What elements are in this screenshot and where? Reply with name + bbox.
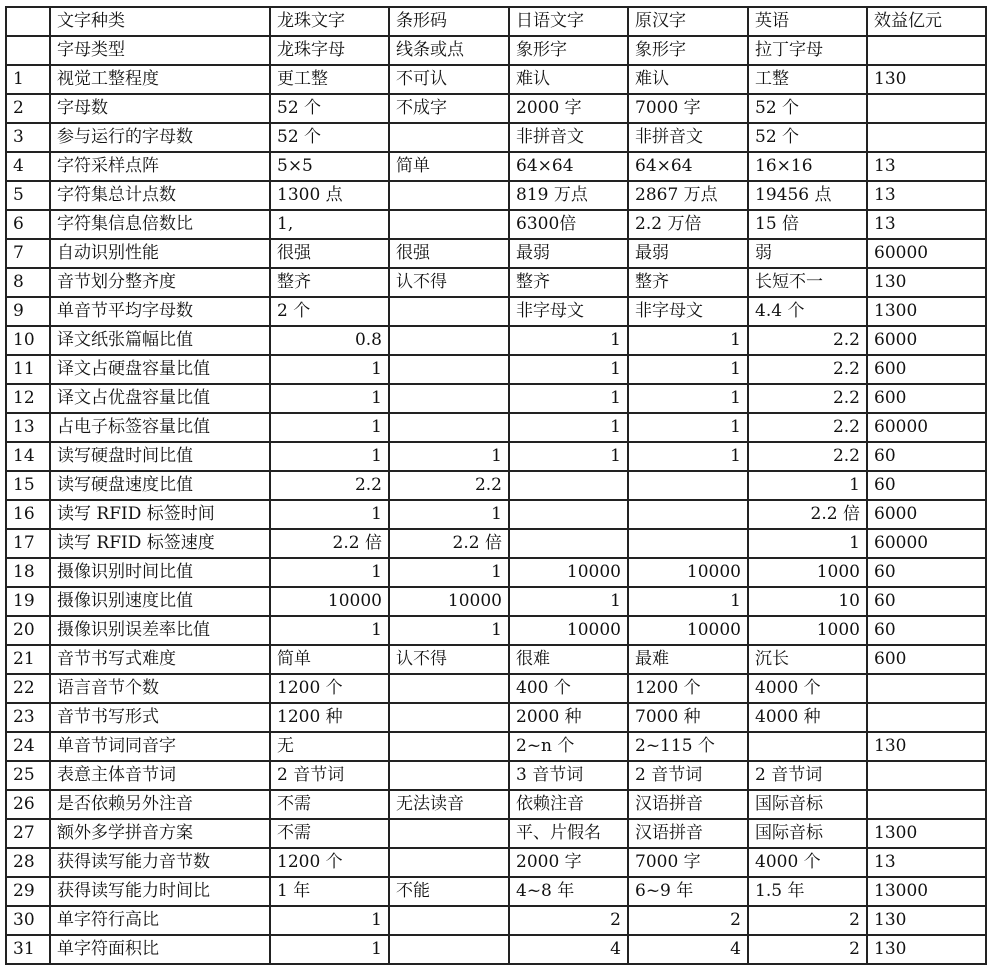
- cell-chinese: 2 音节词: [628, 761, 748, 790]
- cell-chinese: 1200 个: [628, 674, 748, 703]
- cell-japanese: 最弱: [509, 239, 628, 268]
- cell-benefit: 130: [867, 65, 986, 94]
- cell-benefit: 600: [867, 355, 986, 384]
- cell-benefit: 1300: [867, 297, 986, 326]
- cell-chinese: 10000: [628, 558, 748, 587]
- cell-metric: 读写 RFID 标签速度: [50, 529, 270, 558]
- cell-barcode: [389, 906, 509, 935]
- cell-metric: 读写硬盘速度比值: [50, 471, 270, 500]
- cell-metric: 字母数: [50, 94, 270, 123]
- cell-japanese: 4: [509, 935, 628, 964]
- cell-chinese: 2.2 万倍: [628, 210, 748, 239]
- cell-benefit: 13: [867, 848, 986, 877]
- cell-chinese: 2867 万点: [628, 181, 748, 210]
- cell-chinese: 汉语拼音: [628, 819, 748, 848]
- header-cell-benefit: [867, 36, 986, 65]
- cell-japanese: 819 万点: [509, 181, 628, 210]
- cell-english: 1000: [748, 616, 867, 645]
- cell-longzhu: 10000: [270, 587, 389, 616]
- cell-index: 10: [6, 326, 50, 355]
- cell-chinese: [628, 500, 748, 529]
- cell-japanese: 64×64: [509, 152, 628, 181]
- cell-metric: 摄像识别速度比值: [50, 587, 270, 616]
- cell-benefit: [867, 761, 986, 790]
- cell-longzhu: 52 个: [270, 94, 389, 123]
- cell-benefit: 60: [867, 587, 986, 616]
- cell-index: 15: [6, 471, 50, 500]
- cell-english: 1.5 年: [748, 877, 867, 906]
- cell-barcode: [389, 355, 509, 384]
- cell-japanese: 400 个: [509, 674, 628, 703]
- cell-metric: 是否依赖另外注音: [50, 790, 270, 819]
- cell-index: 26: [6, 790, 50, 819]
- cell-japanese: 1: [509, 587, 628, 616]
- cell-english: 2.2: [748, 355, 867, 384]
- cell-barcode: 1: [389, 616, 509, 645]
- cell-japanese: [509, 500, 628, 529]
- cell-english: 52 个: [748, 94, 867, 123]
- cell-barcode: 简单: [389, 152, 509, 181]
- cell-japanese: 整齐: [509, 268, 628, 297]
- cell-english: 1: [748, 529, 867, 558]
- table-row: [6, 819, 986, 848]
- cell-japanese: 1: [509, 326, 628, 355]
- cell-metric: 摄像识别误差率比值: [50, 616, 270, 645]
- header-cell-japanese: 日语文字: [509, 7, 628, 36]
- cell-longzhu: 1300 点: [270, 181, 389, 210]
- cell-english: 2.2: [748, 326, 867, 355]
- cell-index: 5: [6, 181, 50, 210]
- cell-english: 15 倍: [748, 210, 867, 239]
- cell-longzhu: 1: [270, 413, 389, 442]
- cell-index: 12: [6, 384, 50, 413]
- cell-japanese: [509, 529, 628, 558]
- cell-barcode: 认不得: [389, 645, 509, 674]
- cell-benefit: 130: [867, 732, 986, 761]
- cell-index: 18: [6, 558, 50, 587]
- header-cell-chinese: 象形字: [628, 36, 748, 65]
- cell-chinese: 64×64: [628, 152, 748, 181]
- cell-longzhu: 1: [270, 355, 389, 384]
- cell-benefit: 60: [867, 616, 986, 645]
- table-row: [6, 906, 986, 935]
- cell-chinese: 6~9 年: [628, 877, 748, 906]
- table-row: [6, 268, 986, 297]
- cell-japanese: 非字母文: [509, 297, 628, 326]
- table-row: [6, 529, 986, 558]
- header-cell-barcode: 线条或点: [389, 36, 509, 65]
- cell-chinese: 1: [628, 326, 748, 355]
- cell-metric: 单字符面积比: [50, 935, 270, 964]
- cell-english: 4000 个: [748, 674, 867, 703]
- table-row: [6, 210, 986, 239]
- cell-index: 3: [6, 123, 50, 152]
- cell-longzhu: 1: [270, 906, 389, 935]
- cell-barcode: [389, 732, 509, 761]
- cell-index: 2: [6, 94, 50, 123]
- cell-japanese: 2000 字: [509, 848, 628, 877]
- cell-index: 28: [6, 848, 50, 877]
- table-row: [6, 123, 986, 152]
- cell-benefit: 13: [867, 181, 986, 210]
- cell-japanese: 2: [509, 906, 628, 935]
- cell-longzhu: 1: [270, 442, 389, 471]
- cell-metric: 语言音节个数: [50, 674, 270, 703]
- header-cell-barcode: 条形码: [389, 7, 509, 36]
- cell-chinese: 1: [628, 413, 748, 442]
- cell-longzhu: 简单: [270, 645, 389, 674]
- cell-japanese: 10000: [509, 558, 628, 587]
- cell-metric: 额外多学拼音方案: [50, 819, 270, 848]
- cell-longzhu: 1: [270, 616, 389, 645]
- cell-english: 2.2: [748, 442, 867, 471]
- cell-longzhu: 不需: [270, 790, 389, 819]
- header-row: [6, 7, 986, 36]
- cell-metric: 音节书写形式: [50, 703, 270, 732]
- cell-chinese: 4: [628, 935, 748, 964]
- cell-metric: 摄像识别时间比值: [50, 558, 270, 587]
- table-row: [6, 65, 986, 94]
- cell-chinese: [628, 529, 748, 558]
- cell-metric: 表意主体音节词: [50, 761, 270, 790]
- cell-longzhu: 不需: [270, 819, 389, 848]
- cell-english: 2.2 倍: [748, 500, 867, 529]
- cell-barcode: 很强: [389, 239, 509, 268]
- cell-metric: 视觉工整程度: [50, 65, 270, 94]
- table-row: [6, 790, 986, 819]
- cell-longzhu: 2 个: [270, 297, 389, 326]
- cell-japanese: 依赖注音: [509, 790, 628, 819]
- table-row: [6, 181, 986, 210]
- cell-chinese: [628, 471, 748, 500]
- header-cell-longzhu: 龙珠字母: [270, 36, 389, 65]
- cell-english: [748, 732, 867, 761]
- cell-benefit: 6000: [867, 500, 986, 529]
- cell-chinese: 1: [628, 442, 748, 471]
- cell-index: 4: [6, 152, 50, 181]
- header-cell-benefit: 效益亿元: [867, 7, 986, 36]
- cell-chinese: 7000 种: [628, 703, 748, 732]
- cell-benefit: 600: [867, 645, 986, 674]
- comparison-table: [5, 6, 987, 965]
- cell-benefit: 130: [867, 906, 986, 935]
- cell-barcode: 不成字: [389, 94, 509, 123]
- cell-barcode: [389, 819, 509, 848]
- cell-longzhu: 1: [270, 935, 389, 964]
- cell-index: 20: [6, 616, 50, 645]
- table-body: [6, 7, 986, 964]
- cell-benefit: 130: [867, 935, 986, 964]
- cell-english: 1000: [748, 558, 867, 587]
- cell-longzhu: 更工整: [270, 65, 389, 94]
- cell-benefit: [867, 123, 986, 152]
- cell-index: 23: [6, 703, 50, 732]
- cell-barcode: [389, 703, 509, 732]
- cell-metric: 单音节平均字母数: [50, 297, 270, 326]
- table-row: [6, 558, 986, 587]
- cell-chinese: 2~115 个: [628, 732, 748, 761]
- table-row: [6, 703, 986, 732]
- header-row: [6, 36, 986, 65]
- table-row: [6, 877, 986, 906]
- cell-english: 国际音标: [748, 790, 867, 819]
- header-cell-english: 拉丁字母: [748, 36, 867, 65]
- cell-benefit: 60000: [867, 413, 986, 442]
- cell-benefit: [867, 790, 986, 819]
- cell-metric: 占电子标签容量比值: [50, 413, 270, 442]
- cell-metric: 字符集总计点数: [50, 181, 270, 210]
- cell-index: 8: [6, 268, 50, 297]
- cell-barcode: [389, 297, 509, 326]
- cell-benefit: 13000: [867, 877, 986, 906]
- table-row: [6, 326, 986, 355]
- cell-index: 25: [6, 761, 50, 790]
- cell-chinese: 难认: [628, 65, 748, 94]
- cell-english: 4000 种: [748, 703, 867, 732]
- cell-barcode: 1: [389, 442, 509, 471]
- cell-english: 工整: [748, 65, 867, 94]
- cell-index: 21: [6, 645, 50, 674]
- cell-benefit: 13: [867, 210, 986, 239]
- cell-benefit: 60000: [867, 239, 986, 268]
- cell-english: 国际音标: [748, 819, 867, 848]
- cell-index: 11: [6, 355, 50, 384]
- header-cell-index: [6, 7, 50, 36]
- cell-benefit: 13: [867, 152, 986, 181]
- cell-metric: 单音节词同音字: [50, 732, 270, 761]
- cell-metric: 获得读写能力时间比: [50, 877, 270, 906]
- cell-barcode: 1: [389, 500, 509, 529]
- cell-english: 弱: [748, 239, 867, 268]
- cell-english: 1: [748, 471, 867, 500]
- cell-chinese: 最弱: [628, 239, 748, 268]
- cell-index: 22: [6, 674, 50, 703]
- cell-index: 6: [6, 210, 50, 239]
- cell-metric: 单字符行高比: [50, 906, 270, 935]
- cell-longzhu: 1: [270, 558, 389, 587]
- table-row: [6, 384, 986, 413]
- cell-barcode: [389, 181, 509, 210]
- cell-index: 17: [6, 529, 50, 558]
- cell-japanese: 1: [509, 442, 628, 471]
- cell-longzhu: 2.2 倍: [270, 529, 389, 558]
- cell-chinese: 1: [628, 587, 748, 616]
- header-cell-metric: 文字种类: [50, 7, 270, 36]
- cell-barcode: 无法读音: [389, 790, 509, 819]
- cell-english: 2.2: [748, 413, 867, 442]
- cell-english: 2 音节词: [748, 761, 867, 790]
- cell-barcode: [389, 123, 509, 152]
- cell-chinese: 非字母文: [628, 297, 748, 326]
- cell-japanese: 很难: [509, 645, 628, 674]
- cell-barcode: [389, 674, 509, 703]
- cell-index: 19: [6, 587, 50, 616]
- cell-metric: 获得读写能力音节数: [50, 848, 270, 877]
- cell-chinese: 整齐: [628, 268, 748, 297]
- cell-japanese: 10000: [509, 616, 628, 645]
- cell-metric: 音节书写式难度: [50, 645, 270, 674]
- cell-japanese: 1: [509, 355, 628, 384]
- cell-longzhu: 52 个: [270, 123, 389, 152]
- cell-japanese: [509, 471, 628, 500]
- cell-barcode: 不能: [389, 877, 509, 906]
- cell-metric: 读写硬盘时间比值: [50, 442, 270, 471]
- cell-index: 16: [6, 500, 50, 529]
- table-row: [6, 761, 986, 790]
- cell-longzhu: 1200 个: [270, 848, 389, 877]
- cell-benefit: 60: [867, 442, 986, 471]
- cell-chinese: 7000 字: [628, 848, 748, 877]
- cell-metric: 自动识别性能: [50, 239, 270, 268]
- cell-metric: 字符采样点阵: [50, 152, 270, 181]
- cell-index: 30: [6, 906, 50, 935]
- cell-barcode: 10000: [389, 587, 509, 616]
- header-cell-japanese: 象形字: [509, 36, 628, 65]
- cell-english: 19456 点: [748, 181, 867, 210]
- table-row: [6, 645, 986, 674]
- cell-metric: 读写 RFID 标签时间: [50, 500, 270, 529]
- table-row: [6, 442, 986, 471]
- cell-english: 长短不一: [748, 268, 867, 297]
- cell-benefit: 60: [867, 558, 986, 587]
- cell-index: 27: [6, 819, 50, 848]
- cell-longzhu: 1200 个: [270, 674, 389, 703]
- table-row: [6, 297, 986, 326]
- cell-longzhu: 1: [270, 500, 389, 529]
- cell-longzhu: 2 音节词: [270, 761, 389, 790]
- table-row: [6, 152, 986, 181]
- cell-chinese: 非拼音文: [628, 123, 748, 152]
- cell-metric: 译文占硬盘容量比值: [50, 355, 270, 384]
- cell-barcode: [389, 210, 509, 239]
- cell-benefit: 600: [867, 384, 986, 413]
- cell-english: 16×16: [748, 152, 867, 181]
- cell-benefit: 60: [867, 471, 986, 500]
- cell-english: 2: [748, 935, 867, 964]
- cell-english: 4.4 个: [748, 297, 867, 326]
- header-cell-index: [6, 36, 50, 65]
- cell-longzhu: 1200 种: [270, 703, 389, 732]
- cell-metric: 译文纸张篇幅比值: [50, 326, 270, 355]
- cell-barcode: [389, 384, 509, 413]
- cell-japanese: 1: [509, 384, 628, 413]
- cell-chinese: 汉语拼音: [628, 790, 748, 819]
- cell-benefit: 130: [867, 268, 986, 297]
- cell-longzhu: 2.2: [270, 471, 389, 500]
- cell-index: 31: [6, 935, 50, 964]
- cell-chinese: 7000 字: [628, 94, 748, 123]
- table-row: [6, 500, 986, 529]
- cell-metric: 参与运行的字母数: [50, 123, 270, 152]
- cell-longzhu: 1: [270, 384, 389, 413]
- cell-benefit: [867, 703, 986, 732]
- header-cell-metric: 字母类型: [50, 36, 270, 65]
- cell-barcode: 不可认: [389, 65, 509, 94]
- cell-barcode: [389, 761, 509, 790]
- cell-barcode: 2.2: [389, 471, 509, 500]
- table-row: [6, 935, 986, 964]
- cell-index: 9: [6, 297, 50, 326]
- table-row: [6, 674, 986, 703]
- cell-chinese: 2: [628, 906, 748, 935]
- cell-longzhu: 0.8: [270, 326, 389, 355]
- header-cell-english: 英语: [748, 7, 867, 36]
- cell-barcode: [389, 413, 509, 442]
- cell-english: 沉长: [748, 645, 867, 674]
- cell-barcode: 2.2 倍: [389, 529, 509, 558]
- cell-chinese: 最难: [628, 645, 748, 674]
- cell-english: 52 个: [748, 123, 867, 152]
- table-row: [6, 94, 986, 123]
- table-row: [6, 732, 986, 761]
- cell-barcode: [389, 848, 509, 877]
- cell-benefit: [867, 94, 986, 123]
- cell-longzhu: 1 年: [270, 877, 389, 906]
- cell-chinese: 1: [628, 384, 748, 413]
- cell-japanese: 平、片假名: [509, 819, 628, 848]
- cell-benefit: 1300: [867, 819, 986, 848]
- cell-metric: 音节划分整齐度: [50, 268, 270, 297]
- cell-longzhu: 5×5: [270, 152, 389, 181]
- cell-benefit: [867, 674, 986, 703]
- cell-japanese: 4~8 年: [509, 877, 628, 906]
- cell-japanese: 难认: [509, 65, 628, 94]
- cell-index: 13: [6, 413, 50, 442]
- table-row: [6, 239, 986, 268]
- cell-benefit: 6000: [867, 326, 986, 355]
- cell-english: 4000 个: [748, 848, 867, 877]
- cell-japanese: 3 音节词: [509, 761, 628, 790]
- cell-barcode: [389, 326, 509, 355]
- cell-barcode: [389, 935, 509, 964]
- cell-index: 7: [6, 239, 50, 268]
- table-row: [6, 587, 986, 616]
- cell-japanese: 非拼音文: [509, 123, 628, 152]
- cell-english: 2: [748, 906, 867, 935]
- cell-metric: 字符集信息倍数比: [50, 210, 270, 239]
- table-row: [6, 413, 986, 442]
- cell-benefit: 60000: [867, 529, 986, 558]
- cell-index: 14: [6, 442, 50, 471]
- cell-longzhu: 无: [270, 732, 389, 761]
- cell-index: 29: [6, 877, 50, 906]
- cell-japanese: 1: [509, 413, 628, 442]
- header-cell-chinese: 原汉字: [628, 7, 748, 36]
- cell-japanese: 2~n 个: [509, 732, 628, 761]
- cell-longzhu: 整齐: [270, 268, 389, 297]
- cell-index: 1: [6, 65, 50, 94]
- cell-metric: 译文占优盘容量比值: [50, 384, 270, 413]
- table-row: [6, 355, 986, 384]
- cell-longzhu: 很强: [270, 239, 389, 268]
- cell-japanese: 2000 种: [509, 703, 628, 732]
- table-row: [6, 848, 986, 877]
- table-row: [6, 471, 986, 500]
- cell-barcode: 认不得: [389, 268, 509, 297]
- cell-english: 10: [748, 587, 867, 616]
- cell-english: 2.2: [748, 384, 867, 413]
- cell-barcode: 1: [389, 558, 509, 587]
- table-row: [6, 616, 986, 645]
- header-cell-longzhu: 龙珠文字: [270, 7, 389, 36]
- cell-chinese: 1: [628, 355, 748, 384]
- cell-index: 24: [6, 732, 50, 761]
- cell-longzhu: 1,: [270, 210, 389, 239]
- cell-japanese: 2000 字: [509, 94, 628, 123]
- cell-chinese: 10000: [628, 616, 748, 645]
- cell-japanese: 6300倍: [509, 210, 628, 239]
